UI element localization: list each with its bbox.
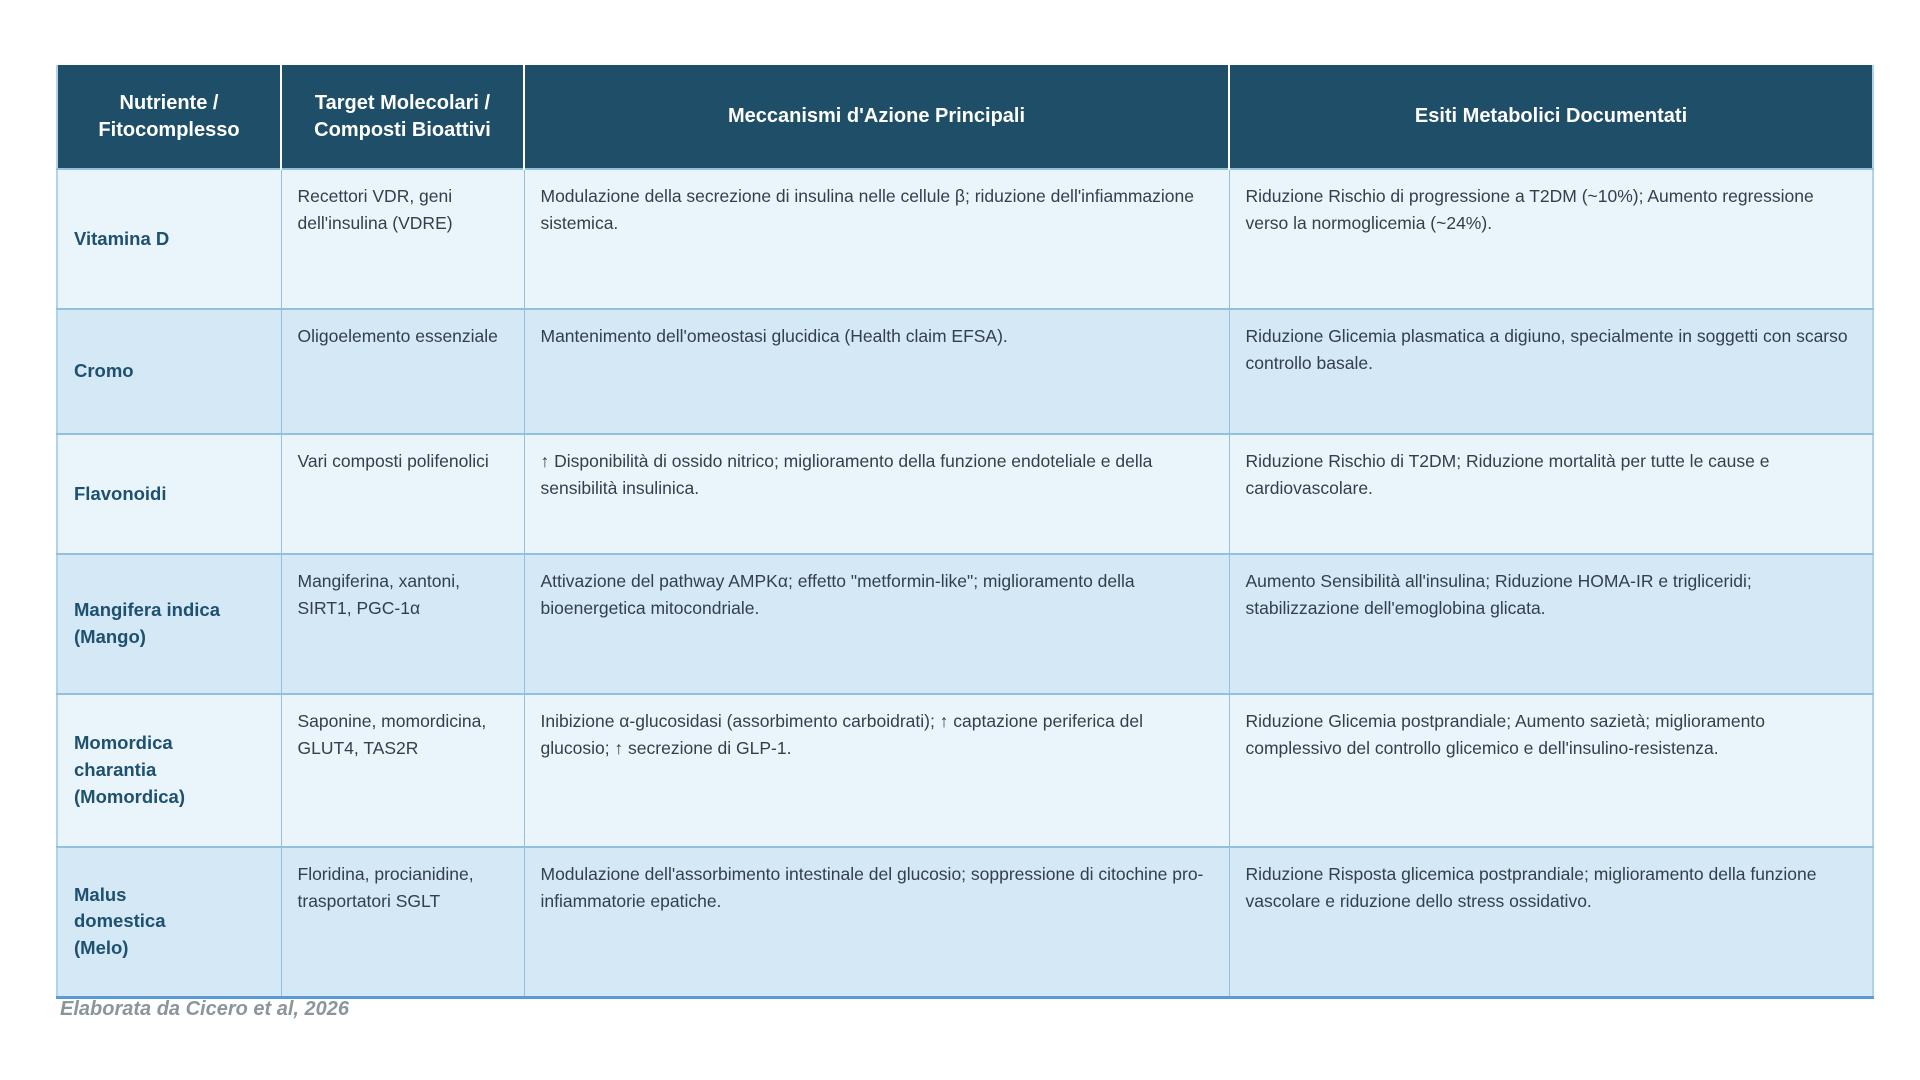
header-target-molecolari: Target Molecolari / Composti Bioattivi [281,65,524,169]
outcomes-cell: Aumento Sensibilità all'insulina; Riduzione HOMA-IR e trigliceridi; stabilizzazione dell'emoglobina glicata. [1229,554,1873,694]
targets-cell: Floridina, procianidine, trasportatori SGLT [281,847,524,997]
nutrient-table [56,65,1874,999]
nutrient-cell: Malus domestica (Melo) [57,847,281,997]
header-meccanismi: Meccanismi d'Azione Principali [524,65,1229,169]
outcomes-cell: Riduzione Glicemia postprandiale; Aumento sazietà; miglioramento complessivo del controllo glicemico e dell'insulino-resistenza. [1229,694,1873,847]
targets-cell: Oligoelemento essenziale [281,309,524,434]
table-row-flavonoidi [57,434,1873,554]
table-row-cromo [57,309,1873,434]
nutrient-cell: Vitamina D [57,169,281,309]
nutrient-cell: Mangifera indica (Mango) [57,554,281,694]
nutrient-cell: Flavonoidi [57,434,281,554]
targets-cell: Saponine, momordicina, GLUT4, TAS2R [281,694,524,847]
nutrient-table-container [56,65,1872,999]
outcomes-cell: Riduzione Glicemia plasmatica a digiuno, specialmente in soggetti con scarso controllo basale. [1229,309,1873,434]
table-row-momordica [57,694,1873,847]
outcomes-cell: Riduzione Rischio di T2DM; Riduzione mortalità per tutte le cause e cardiovascolare. [1229,434,1873,554]
table-row-vitamina-d [57,169,1873,309]
mechanisms-cell: Modulazione dell'assorbimento intestinale del glucosio; soppressione di citochine pro-infiammatorie epatiche. [524,847,1229,997]
outcomes-cell: Riduzione Rischio di progressione a T2DM (~10%); Aumento regressione verso la normoglicemia (~24%). [1229,169,1873,309]
header-esiti: Esiti Metabolici Documentati [1229,65,1873,169]
mechanisms-cell: Mantenimento dell'omeostasi glucidica (Health claim EFSA). [524,309,1229,434]
mechanisms-cell: Attivazione del pathway AMPKα; effetto "metformin-like"; miglioramento della bioenergetica mitocondriale. [524,554,1229,694]
targets-cell: Recettori VDR, geni dell'insulina (VDRE) [281,169,524,309]
mechanisms-cell: Inibizione α-glucosidasi (assorbimento carboidrati); ↑ captazione periferica del glucosio; ↑ secrezione di GLP-1. [524,694,1229,847]
header-nutriente: Nutriente / Fitocomplesso [57,65,281,169]
mechanisms-cell: ↑ Disponibilità di ossido nitrico; miglioramento della funzione endoteliale e della sensibilità insulinica. [524,434,1229,554]
table-header-row [57,65,1873,169]
nutrient-cell: Momordica charantia (Momordica) [57,694,281,847]
source-footnote: Elaborata da Cicero et al, 2026 [60,998,350,1020]
nutrient-cell: Cromo [57,309,281,434]
targets-cell: Vari composti polifenolici [281,434,524,554]
table-row-mangifera [57,554,1873,694]
table-row-malus [57,847,1873,997]
outcomes-cell: Riduzione Risposta glicemica postprandiale; miglioramento della funzione vascolare e riduzione dello stress ossidativo. [1229,847,1873,997]
targets-cell: Mangiferina, xantoni, SIRT1, PGC-1α [281,554,524,694]
mechanisms-cell: Modulazione della secrezione di insulina nelle cellule β; riduzione dell'infiammazione sistemica. [524,169,1229,309]
